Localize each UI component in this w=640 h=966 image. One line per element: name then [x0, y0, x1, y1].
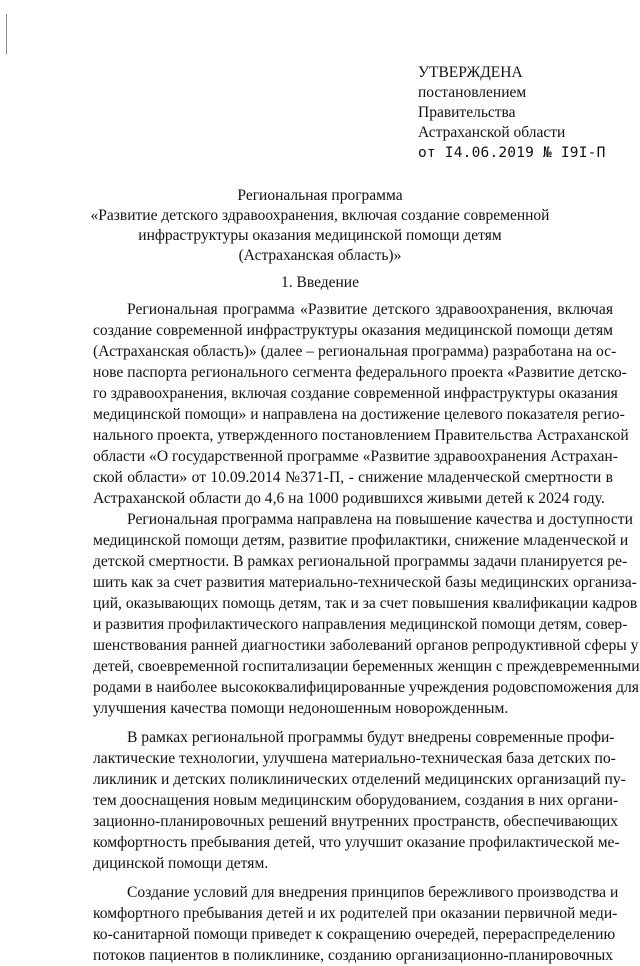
document-body — [93, 299, 640, 966]
program-title — [90, 186, 550, 266]
title-line: (Астраханская область)» — [238, 247, 402, 264]
section-heading: 1. Введение — [281, 274, 359, 291]
approval-line: постановлением — [418, 84, 527, 101]
approval-date-number: от I4.06.2019 № I9I-П — [418, 145, 606, 161]
text-line: ций, оказывающих помощь детям, так и за счет повышения квалификации кадров — [93, 595, 638, 612]
text-line: создание современной инфраструктуры оказания медицинской помощи детям — [93, 322, 613, 339]
approval-line: Правительства — [418, 104, 516, 121]
approval-stamp-block — [418, 63, 628, 163]
text-line: медицинской помощи детям, развитие профилактики, снижение младенческой и — [93, 532, 629, 549]
text-line: родами в наиболее высококвалифицированные учреждения родовспоможения для — [93, 679, 639, 696]
text-line: лактические технологии, улучшена материально-техническая база детских по- — [93, 750, 616, 767]
text-line: комфортного пребывания детей и их родителей при оказании первичной меди- — [93, 905, 618, 922]
text-line: В рамках региональной программы будут внедрены современные профи- — [127, 729, 615, 746]
text-line: ко-санитарной помощи приведет к сокращению очередей, перераспределению — [93, 926, 616, 943]
approval-line: Астраханской области — [418, 124, 566, 141]
text-line: Астраханской области до 4,6 на 1000 родившихся живыми детей к 2024 году. — [93, 490, 605, 507]
page-edge-mark — [6, 14, 7, 54]
text-line: дицинской помощи детям. — [93, 855, 269, 872]
text-line: медицинской помощи» и направлена на достижение целевого показателя регио- — [93, 406, 625, 423]
text-line: детской смертности. В рамках региональной программы задачи планируется ре- — [93, 553, 628, 570]
text-line: шенствования ранней диагностики заболеваний органов репродуктивной сферы у — [93, 637, 639, 654]
text-line: области «О государственной программе «Развитие здравоохранения Астрахан- — [93, 448, 618, 465]
text-line: детей, своевременной госпитализации беременных женщин с преждевременными — [93, 658, 640, 675]
text-line: и развития профилактического направления медицинской помощи детям, совер- — [93, 616, 628, 633]
paragraph — [93, 882, 619, 966]
text-line: комфортность пребывания детей, что улучшит оказание профилактической ме- — [93, 834, 620, 851]
paragraph — [93, 299, 629, 509]
text-line: тем дооснащения новым медицинским оборудованием, создания в них органи- — [93, 792, 619, 809]
text-line: улучшения качества помощи недоношенным новорожденным. — [93, 700, 509, 717]
text-line: Региональная программа «Развитие детского здравоохранения, включая — [127, 301, 613, 318]
paragraph — [93, 509, 640, 719]
text-line: нове паспорта регионального сегмента федерального проекта «Развитие детско- — [93, 364, 627, 381]
text-line: шить как за счет развития материально-технической базы медицинских организа- — [93, 574, 637, 591]
title-line: Региональная программа — [237, 187, 403, 204]
paragraph — [93, 727, 626, 874]
text-line: Создание условий для внедрения принципов бережливого производства и — [127, 884, 619, 901]
title-line: инфраструктуры оказания медицинской помощи детям — [138, 227, 502, 244]
text-line: Региональная программа направлена на повышение качества и доступности — [127, 511, 633, 528]
text-line: (Астраханская область)» (далее – региональная программа) разработана на ос- — [93, 343, 617, 360]
text-line: нального проекта, утвержденного постановлением Правительства Астраханской — [93, 427, 629, 444]
text-line: го здравоохранения, включая создание современной инфраструктуры оказания — [93, 385, 618, 402]
approval-heading: УТВЕРЖДЕНА — [418, 64, 523, 81]
title-line: «Развитие детского здравоохранения, включая создание современной — [90, 207, 550, 224]
text-line: ской области» от 10.09.2014 №371-П, - снижение младенческой смертности в — [93, 469, 613, 486]
text-line: зационно-планировочных решений внутренних пространств, обеспечивающих — [93, 813, 619, 830]
text-line: потоков пациентов в поликлинике, созданию организационно-планировочных — [93, 947, 613, 964]
text-line: ликлиник и детских поликлинических отделений медицинских организаций пу- — [93, 771, 626, 788]
